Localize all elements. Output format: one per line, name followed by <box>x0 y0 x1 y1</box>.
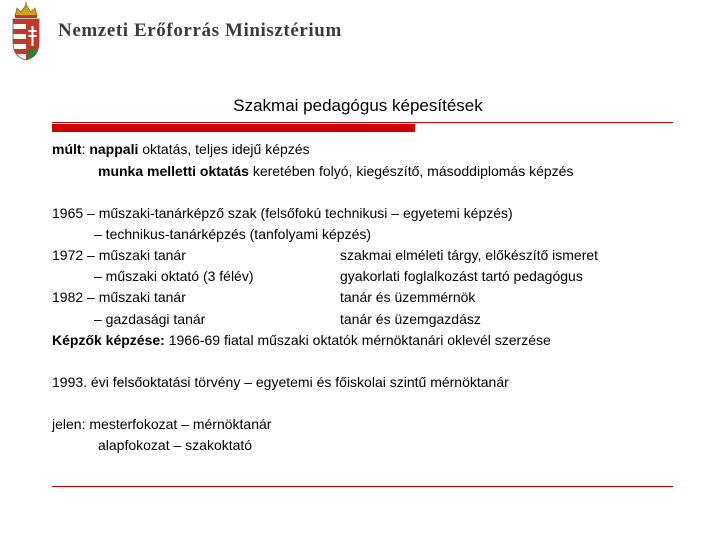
kepzok-line: Képzők képzése: 1966-69 fiatal műszaki oktatók mérnöktanári oklevél szerzése <box>52 332 551 348</box>
history-1972-left: 1972 – műszaki tanár <box>52 247 186 263</box>
law-1993-line: 1993. évi felsőoktatási törvény – egyetemi és főiskolai szintű mérnöktanár <box>52 374 509 390</box>
mult-line: múlt: nappali oktatás, teljes idejű képzés <box>52 141 310 157</box>
ministry-name: Nemzeti Erőforrás Minisztérium <box>58 20 342 41</box>
history-1982-right: tanár és üzemmérnök <box>340 289 476 305</box>
title-underline <box>52 122 673 123</box>
history-1972-sub-right: gyakorlati foglalkozást tartó pedagógus <box>340 268 583 284</box>
history-1982-sub-right: tanár és üzemgazdász <box>340 311 481 327</box>
accent-bar <box>52 124 415 132</box>
history-1965-sub-line: – technikus-tanárképzés (tanfolyami képzés) <box>94 226 372 242</box>
jelen-line: jelen: mesterfokozat – mérnöktanár <box>52 416 272 432</box>
history-1982-sub-left: – gazdasági tanár <box>94 311 206 327</box>
bottom-divider <box>52 486 673 487</box>
ministry-header <box>0 0 382 66</box>
hungarian-coat-of-arms-icon <box>6 2 46 62</box>
history-1965-line: 1965 – műszaki-tanárképző szak (felsőfokú technikusi – egyetemi képzés) <box>52 205 513 221</box>
history-1972-sub-left: – műszaki oktató (3 félév) <box>94 268 254 284</box>
history-1972-right: szakmai elméleti tárgy, előkészítő ismeret <box>340 247 599 263</box>
slide-title: Szakmai pedagógus képesítések <box>233 96 483 115</box>
alapfokozat-line: alapfokozat – szakoktató <box>98 437 253 453</box>
history-1982-left: 1982 – műszaki tanár <box>52 289 186 305</box>
munka-line: munka melletti oktatás keretében folyó, kiegészítő, másoddiplomás képzés <box>98 163 574 179</box>
